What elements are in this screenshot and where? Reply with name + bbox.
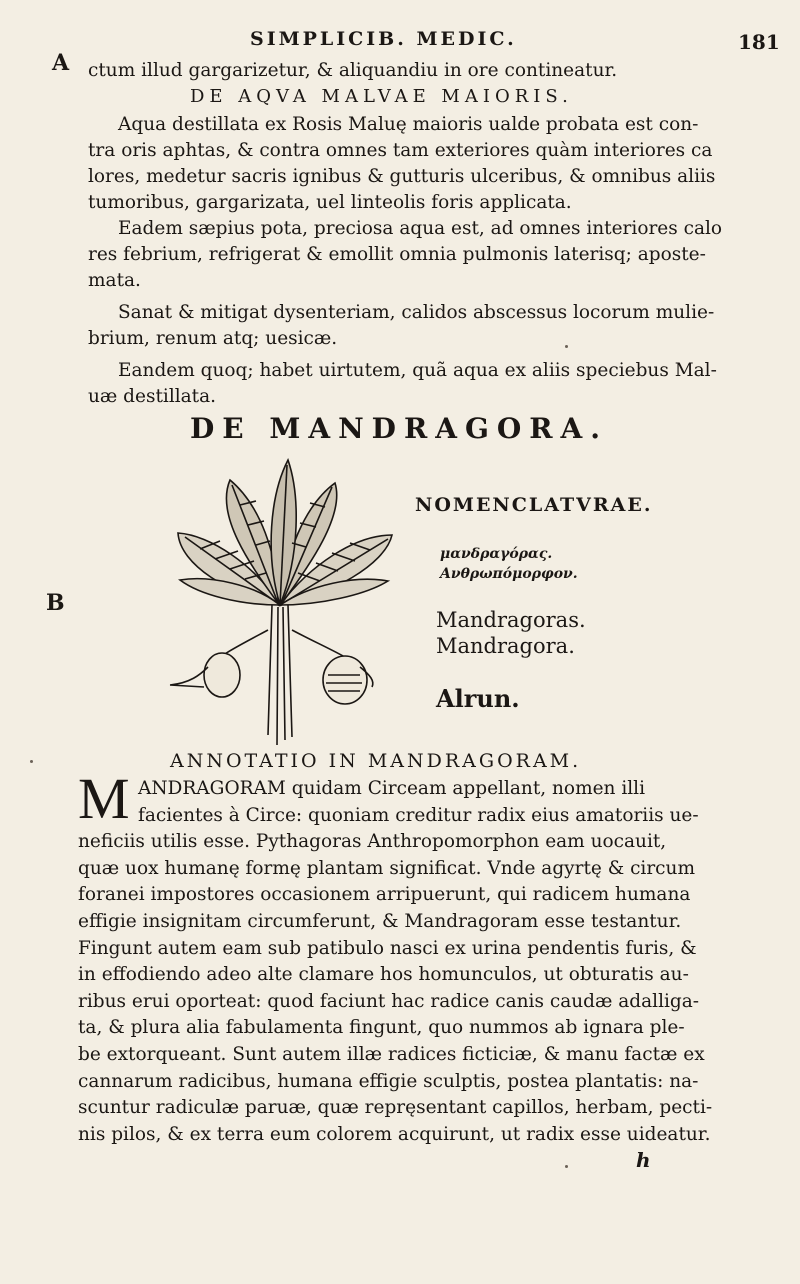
text-line: nis pilos, & ex terra eum colorem acquirunt, ut radix esse uideatur. [78,1123,711,1145]
text-line: Sanat & mitigat dysenteriam, calidos abscessus locorum mulie- [118,302,715,323]
text-line: ribus erui oporteat: quod faciunt hac radice canis caudæ adalliga- [78,990,700,1012]
text-line: lores, medetur sacris ignibus & gutturis ulceribus, & omnibus aliis [88,166,716,187]
annotatio-text [78,776,718,1148]
text-line: ANDRAGORAM quidam Circeam appellant, nomen illi [138,778,646,799]
text-line: scuntur radiculæ paruæ, quæ repręsentant capillos, herbam, pecti- [78,1097,713,1119]
section1-text [88,112,723,410]
text-line: Eandem quoq; habet uirtutem, quã aqua ex aliis speciebus Mal- [118,360,717,381]
text-line: mata. [88,270,141,291]
top-text [88,58,720,84]
text-line: in effodiendo adeo alte clamare hos homunculos, ut obturatis au- [78,964,689,986]
text-line: uæ destillata. [88,386,217,407]
text-line: effigie insignitam circumferunt, & Mandragoram esse testantur. [78,910,682,932]
text-line: cannarum radicibus, humana effigie sculptis, postea plantatis: na- [78,1070,699,1092]
text-line: tra oris aphtas, & contra omnes tam exteriores quàm interiores ca [88,140,713,161]
text-line: Fingunt autem eam sub patibulo nasci ex urina pendentis furis, & [78,937,697,959]
nomenclature-label: NOMENCLATVRAE. [415,494,653,516]
latin-name: Mandragoras. [436,608,586,632]
text-line: Eadem sæpius pota, preciosa aqua est, ad omnes interiores calo [118,218,723,239]
text-line: neficiis utilis esse. Pythagoras Anthropomorphon eam uocauit, [78,831,667,853]
paper-speck [565,1165,568,1168]
greek-name: Ανθρωπόμορφον. [440,566,578,582]
german-name: Alrun. [436,684,520,713]
paper-speck [565,345,568,348]
text-line: ctum illud gargarizetur, & aliquandiu in ore contineatur. [88,60,618,81]
text-line: quæ uox humanę formę plantam significat. Vnde agyrtę & circum [78,857,696,879]
drop-capital: M [78,766,130,831]
latin-name: Mandragora. [436,634,575,658]
margin-letter-a: A [52,50,70,76]
text-line: brium, renum atq; uesicæ. [88,328,338,349]
text-line: tumoribus, gargarizata, uel linteolis foris applicata. [88,192,572,213]
text-line: be extorqueant. Sunt autem illæ radices ficticiæ, & manu factæ ex [78,1043,705,1065]
folio-number: 181 [738,30,780,54]
text-line: ta, & plura alia fabulamenta fingunt, quo nummos ab ignara ple- [78,1017,685,1039]
text-line: foranei impostores occasionem arripuerunt, qui radicem humana [78,884,691,906]
mandrake-woodcut-illustration [160,455,400,745]
greek-name: μανδραγόρας. [440,546,553,562]
catchword: h [636,1148,651,1172]
annotatio-title: ANNOTATIO IN MANDRAGORAM. [170,750,582,772]
text-line: res febrium, refrigerat & emollit omnia pulmonis laterisq; aposte- [88,244,706,265]
text-line: facientes à Circe: quoniam creditur radix eius amatoriis ue- [138,804,699,826]
running-head: SIMPLICIB. MEDIC. [250,28,517,50]
paper-speck [30,760,33,763]
text-line: Aqua destillata ex Rosis Maluę maioris ualde probata est con- [118,114,699,135]
section2-title: DE MANDRAGORA. [190,412,609,445]
margin-letter-b: B [46,590,65,616]
section1-title: DE AQVA MALVAE MAIORIS. [190,86,573,107]
